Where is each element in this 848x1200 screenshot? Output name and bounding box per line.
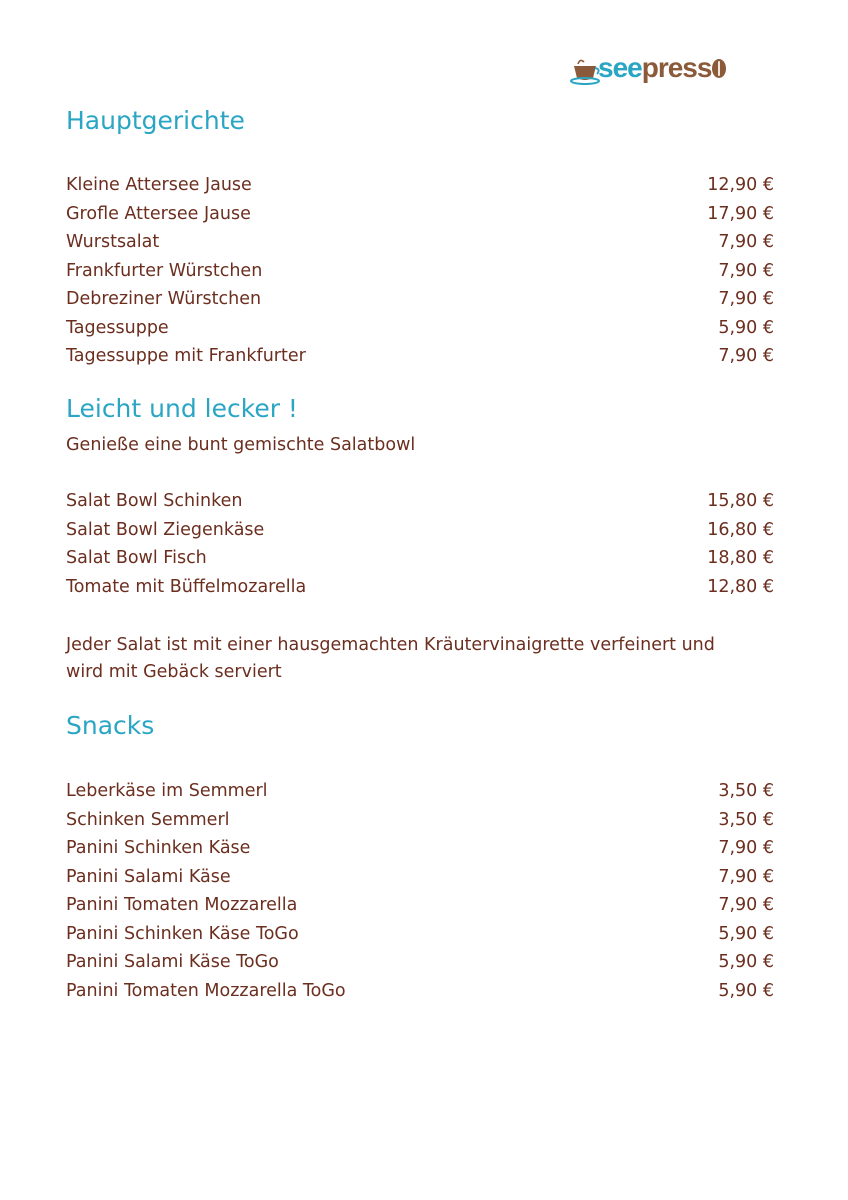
list-item: [66, 200, 774, 229]
list-item: [66, 487, 774, 516]
list-item: [66, 806, 774, 835]
item-name: Tomate mit Büffelmozarella: [66, 576, 307, 597]
list-item: [66, 834, 774, 863]
section-title-hauptgerichte: Hauptgerichte: [66, 106, 245, 135]
menu-list-snacks: [66, 777, 774, 1005]
item-price: 5,90 €: [718, 923, 774, 944]
item-price: 7,90 €: [718, 895, 774, 915]
list-item: [66, 228, 774, 257]
salad-note-line: wird mit Gebäck serviert: [66, 662, 282, 682]
menu-list-hauptgerichte: [66, 171, 774, 371]
item-name: Panini Salami Käse ToGo: [66, 952, 279, 972]
menu-list-salat: [66, 487, 774, 601]
list-item: [66, 948, 774, 977]
item-name: Kleine Attersee Jause: [66, 175, 252, 195]
list-item: [66, 171, 774, 200]
list-item: [66, 777, 774, 806]
item-price: 7,90 €: [718, 838, 774, 858]
item-name: Tagessuppe: [66, 317, 169, 338]
item-name: Panini Tomaten Mozzarella: [66, 895, 298, 915]
item-name: Panini Schinken Käse: [66, 838, 251, 858]
list-item: [66, 891, 774, 920]
list-item: [66, 573, 774, 602]
item-price: 3,50 €: [718, 809, 774, 830]
item-name: Leberkäse im Semmerl: [66, 781, 268, 801]
item-name: Panini Schinken Käse ToGo: [66, 923, 299, 944]
section-title-snacks: Snacks: [66, 711, 155, 740]
item-price: 5,90 €: [718, 980, 774, 1001]
salad-note-line: Jeder Salat ist mit einer hausgemachten Kräutervinaigrette verfeinert und: [66, 635, 715, 655]
item-name: Panini Tomaten Mozzarella ToGo: [66, 980, 346, 1001]
item-price: 12,90 €: [707, 175, 774, 195]
item-price: 7,90 €: [718, 260, 774, 281]
coffee-bean-icon: [712, 59, 726, 78]
logo-wordmark: seepress: [598, 50, 726, 86]
item-price: 5,90 €: [718, 952, 774, 972]
list-item: [66, 863, 774, 892]
section-title-leicht-und-lecker: Leicht und lecker !: [66, 394, 298, 423]
list-item: [66, 977, 774, 1006]
section-subtitle: Genieße eine bunt gemischte Salatbowl: [66, 435, 416, 455]
item-name: Salat Bowl Schinken: [66, 491, 243, 511]
list-item: [66, 920, 774, 949]
item-name: Debreziner Würstchen: [66, 289, 262, 309]
item-name: Frankfurter Würstchen: [66, 260, 263, 281]
list-item: [66, 544, 774, 573]
list-item: [66, 516, 774, 545]
item-price: 17,90 €: [707, 203, 774, 224]
item-price: 3,50 €: [718, 781, 774, 801]
item-name: Wurstsalat: [66, 232, 160, 252]
item-name: Salat Bowl Ziegenkäse: [66, 519, 265, 540]
item-price: 7,90 €: [718, 866, 774, 887]
item-price: 7,90 €: [718, 346, 774, 366]
item-price: 15,80 €: [707, 491, 774, 511]
item-price: 18,80 €: [707, 548, 774, 568]
item-name: Tagessuppe mit Frankfurter: [66, 346, 306, 366]
brand-logo: [570, 50, 750, 90]
list-item: [66, 314, 774, 343]
item-name: Schinken Semmerl: [66, 809, 230, 830]
salad-note: [66, 632, 766, 686]
item-price: 7,90 €: [718, 289, 774, 309]
item-price: 12,80 €: [707, 576, 774, 597]
list-item: [66, 257, 774, 286]
list-item: [66, 285, 774, 314]
item-name: Grofle Attersee Jause: [66, 203, 251, 224]
item-price: 5,90 €: [718, 317, 774, 338]
list-item: [66, 342, 774, 371]
item-name: Salat Bowl Fisch: [66, 548, 207, 568]
item-price: 7,90 €: [718, 232, 774, 252]
item-price: 16,80 €: [707, 519, 774, 540]
item-name: Panini Salami Käse: [66, 866, 231, 887]
